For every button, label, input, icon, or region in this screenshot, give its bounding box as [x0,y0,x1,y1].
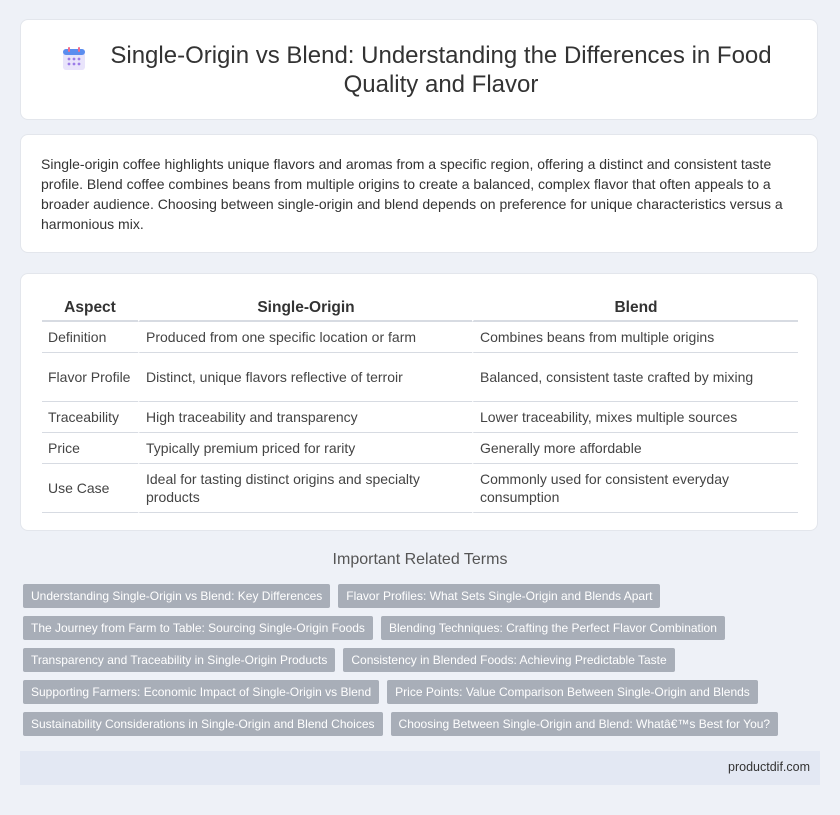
related-term-link[interactable]: Understanding Single-Origin vs Blend: Key Differences [23,584,330,608]
table-cell: Generally more affordable [472,433,798,464]
column-header-single-origin: Single-Origin [138,294,472,322]
table-cell: Price [42,433,138,464]
page-title: Single-Origin vs Blend: Understanding the Differences in Food Quality and Flavor [110,41,772,98]
table-cell: Typically premium priced for rarity [138,433,472,464]
title-card [20,19,818,120]
calendar-grid-icon [61,46,87,72]
related-term-link[interactable]: Sustainability Considerations in Single-Origin and Blend Choices [23,712,383,736]
table-cell: Use Case [42,464,138,513]
related-term-link[interactable]: Consistency in Blended Foods: Achieving Predictable Taste [343,648,674,672]
related-term-link[interactable]: Choosing Between Single-Origin and Blend: Whatâ€™s Best for You? [391,712,779,736]
related-term-link[interactable]: Flavor Profiles: What Sets Single-Origin and Blends Apart [338,584,660,608]
related-term-link[interactable]: The Journey from Farm to Table: Sourcing Single-Origin Foods [23,616,373,640]
table-row [42,402,798,433]
intro-card [20,134,818,253]
related-term-link[interactable]: Blending Techniques: Crafting the Perfect Flavor Combination [381,616,725,640]
table-cell: Traceability [42,402,138,433]
table-row [42,322,798,353]
related-term-link[interactable]: Supporting Farmers: Economic Impact of Single-Origin vs Blend [23,680,379,704]
column-header-aspect: Aspect [42,294,138,322]
comparison-table [42,294,798,513]
table-row [42,433,798,464]
intro-text: Single-origin coffee highlights unique flavors and aromas from a specific region, offering a distinct and consistent taste profile. Blend coffee combines beans from multiple origins to create a balanced, complex flavor that often appeals to a broader audience. Choosing between single-origin and blend depends on preference for unique characteristics versus a harmonious mix. [41,156,783,232]
table-cell: Definition [42,322,138,353]
related-term-link[interactable]: Transparency and Traceability in Single-Origin Products [23,648,335,672]
table-cell: Produced from one specific location or farm [138,322,472,353]
table-header-row [42,294,798,322]
footer-bar [20,751,820,785]
column-header-blend: Blend [472,294,798,322]
table-cell: Lower traceability, mixes multiple sources [472,402,798,433]
table-cell: Flavor Profile [42,353,138,402]
related-terms-heading: Important Related Terms [332,551,508,568]
table-cell: Ideal for tasting distinct origins and specialty products [138,464,472,513]
table-cell: Commonly used for consistent everyday consumption [472,464,798,513]
footer-site-link[interactable]: productdif.com [728,760,810,774]
table-cell: Combines beans from multiple origins [472,322,798,353]
table-cell: Balanced, consistent taste crafted by mixing [472,353,798,402]
table-cell: High traceability and transparency [138,402,472,433]
table-row [42,353,798,402]
related-term-link[interactable]: Price Points: Value Comparison Between Single-Origin and Blends [387,680,758,704]
related-terms-list [23,584,823,744]
table-cell: Distinct, unique flavors reflective of terroir [138,353,472,402]
table-row [42,464,798,513]
comparison-card [20,273,818,531]
